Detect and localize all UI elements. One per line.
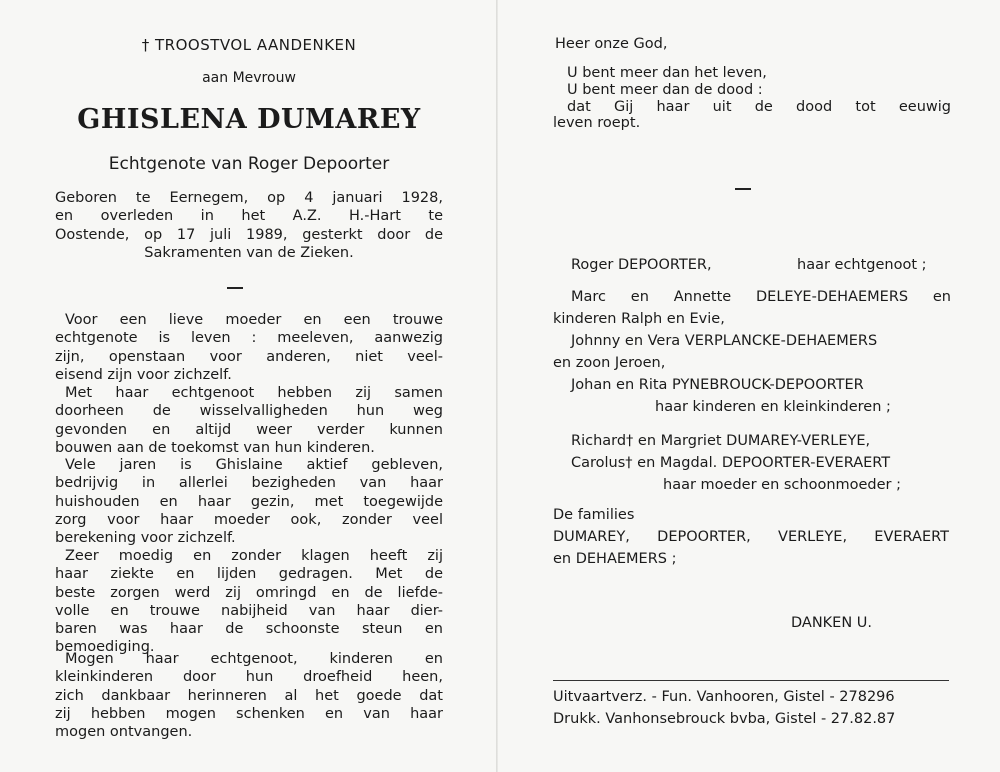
- verse-line: leven roept.: [553, 115, 641, 132]
- right-page: [553, 0, 953, 772]
- text-line: zorg voor haar moeder ook, zonder veel: [55, 511, 443, 528]
- family-roger-name: Roger DEPOORTER,: [571, 257, 712, 273]
- paragraph-1: [55, 311, 443, 384]
- family-marc-children: kinderen Ralph en Evie,: [553, 311, 725, 327]
- verse-intro: Heer onze God,: [555, 36, 668, 52]
- verse-line: U bent meer dan de dood :: [567, 81, 763, 98]
- family-marc-line: Marc en Annette DELEYE-DEHAEMERS en: [571, 289, 951, 305]
- family-richard-line: Richard† en Margriet DUMAREY-VERLEYE,: [571, 433, 871, 449]
- thanks-text: DANKEN U.: [791, 615, 873, 631]
- separator-dash: [227, 287, 243, 289]
- text-line: zich dankbaar herinneren al het goede dat: [55, 687, 443, 704]
- family-johnny-children: en zoon Jeroen,: [553, 355, 666, 371]
- paragraph-3: [55, 456, 443, 547]
- birth-line: en overleden in het A.Z. H.-Hart te: [55, 208, 443, 225]
- card-fold: [496, 0, 498, 772]
- birth-line: Geboren te Eernegem, op 4 januari 1928,: [55, 190, 443, 206]
- family-johnny-line: Johnny en Vera VERPLANCKE-DEHAEMERS: [571, 333, 878, 349]
- text-line: Zeer moedig en zonder klagen heeft zij: [65, 548, 443, 564]
- birth-line: Sakramenten van de Zieken.: [144, 244, 354, 261]
- text-line: bemoediging.: [55, 639, 155, 656]
- text-line: baren was haar de schoonste steun en: [55, 621, 443, 638]
- printer-line: Drukk. Vanhonsebrouck bvba, Gistel - 27.82.87: [553, 711, 896, 727]
- text-line: zij hebben mogen schenken en van haar: [55, 705, 443, 722]
- text-line: bouwen aan de toekomst van hun kinderen.: [55, 439, 375, 456]
- text-line: gevonden en altijd weer verder kunnen: [55, 421, 443, 438]
- paragraph-5: [55, 650, 443, 741]
- text-line: huishouden en haar gezin, met toegewijde: [55, 493, 443, 510]
- text-line: berekening voor zichzelf.: [55, 530, 236, 547]
- paragraph-2: [55, 384, 443, 457]
- family-carolus-line: Carolus† en Magdal. DEPOORTER-EVERAERT: [571, 455, 891, 471]
- verse-line: U bent meer dan het leven,: [567, 65, 767, 81]
- text-line: haar ziekte en lijden gedragen. Met de: [55, 566, 443, 583]
- birth-death-block: [55, 189, 443, 262]
- families-intro: De families: [553, 507, 635, 523]
- text-line: doorheen de wisselvalligheden hun weg: [55, 403, 443, 420]
- text-line: Voor een lieve moeder en een trouwe: [65, 312, 443, 328]
- text-line: beste zorgen werd zij omringd en de liefde-: [55, 584, 443, 601]
- left-page: [55, 0, 443, 772]
- footer-rule: [553, 680, 949, 681]
- spouse-line: Echtgenote van Roger Depoorter: [108, 154, 390, 174]
- text-line: zijn, openstaan voor anderen, niet veel-: [55, 348, 443, 365]
- text-line: kleinkinderen door hun droefheid heen,: [55, 669, 443, 686]
- text-line: Vele jaren is Ghislaine aktief gebleven,: [65, 457, 443, 473]
- text-line: echtgenote is leven : meeleven, aanwezig: [55, 330, 443, 347]
- deceased-name: GHISLENA DUMAREY: [77, 104, 421, 135]
- families-names-line-2: en DEHAEMERS ;: [553, 551, 677, 567]
- paragraph-4: [55, 547, 443, 657]
- text-line: volle en trouwe nabijheid van haar dier-: [55, 602, 443, 619]
- text-line: bedrijvig in allerlei bezigheden van haar: [55, 475, 443, 492]
- verse-line: dat Gij haar uit de dood tot eeuwig: [567, 98, 951, 115]
- verse-block: [553, 65, 951, 132]
- birth-line: Oostende, op 17 juli 1989, gesterkt door de: [55, 226, 443, 243]
- text-line: Met haar echtgenoot hebben zij samen: [65, 385, 443, 401]
- families-names-line: DUMAREY, DEPOORTER, VERLEYE, EVERAERT: [553, 529, 949, 545]
- family-children-role: haar kinderen en kleinkinderen ;: [655, 399, 891, 415]
- family-mother-role: haar moeder en schoonmoeder ;: [663, 477, 902, 493]
- text-line: mogen ontvangen.: [55, 724, 193, 741]
- family-johan-line: Johan en Rita PYNEBROUCK-DEPOORTER: [571, 377, 864, 393]
- addressee-label: aan Mevrouw: [202, 70, 296, 86]
- funeral-home-line: Uitvaartverz. - Fun. Vanhooren, Gistel - 278296: [553, 689, 895, 705]
- text-line: eisend zijn voor zichzelf.: [55, 366, 232, 383]
- text-line: Mogen haar echtgenoot, kinderen en: [65, 651, 443, 667]
- memorial-header: † TROOSTVOL AANDENKEN: [141, 36, 357, 54]
- separator-dash: [735, 188, 751, 190]
- family-roger-role: haar echtgenoot ;: [797, 257, 927, 273]
